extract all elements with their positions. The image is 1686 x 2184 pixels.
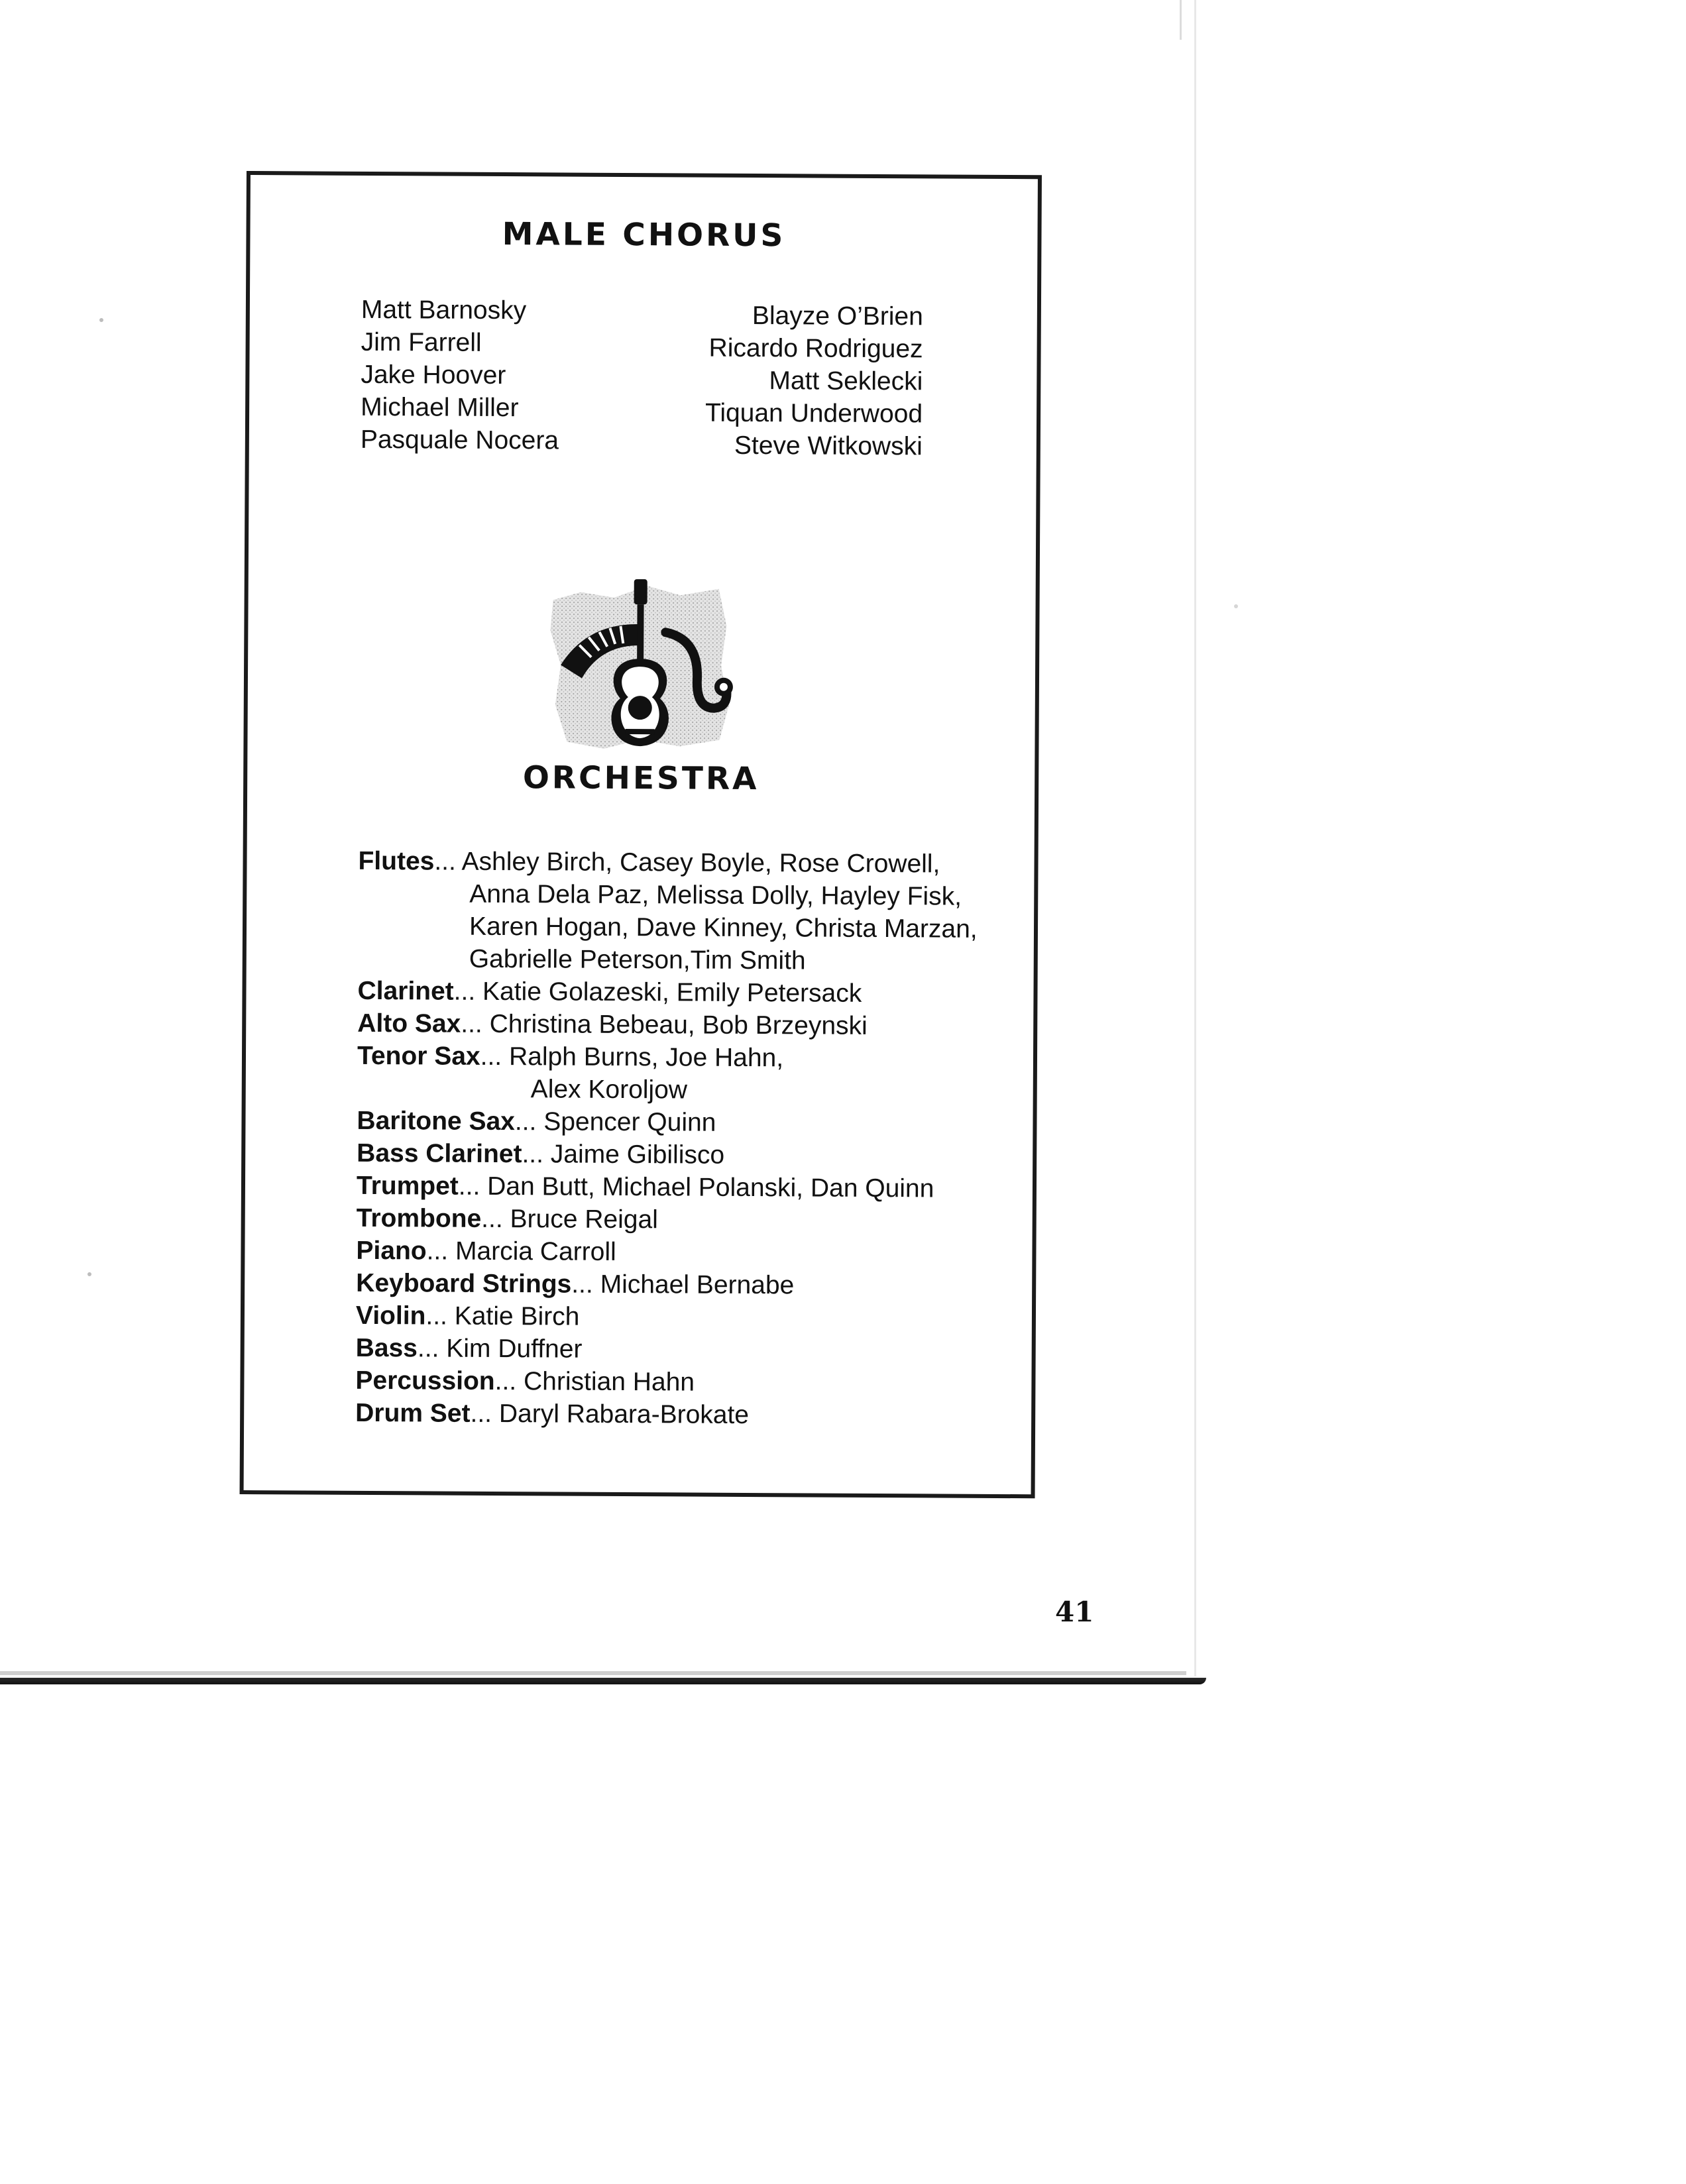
player-names: Marcia Carroll — [455, 1236, 616, 1266]
instrument-label: Trumpet — [356, 1171, 459, 1201]
orchestra-section — [356, 1332, 1032, 1368]
player-names: Katie Birch — [454, 1301, 580, 1331]
instrument-separator: ... — [522, 1140, 544, 1169]
instrument-separator: ... — [480, 1042, 502, 1071]
male-chorus-left-column — [361, 294, 559, 457]
orchestra-section — [358, 845, 1034, 881]
orchestra-roster — [355, 845, 1035, 1433]
player-names: Michael Bernabe — [600, 1270, 795, 1300]
scan-speck — [1234, 604, 1238, 608]
instrument-separator: ... — [461, 1009, 482, 1038]
instrument-separator: ... — [458, 1172, 480, 1201]
scan-edge-line — [1194, 0, 1196, 1676]
player-names: Katie Golazeski, Emily Petersack — [482, 977, 862, 1008]
instrument-label: Baritone Sax — [357, 1106, 516, 1136]
chorus-name: Jake Hoover — [361, 360, 506, 390]
chorus-name: Pasquale Nocera — [360, 425, 559, 455]
scan-speck — [87, 1272, 91, 1276]
chorus-name: Jim Farrell — [361, 327, 482, 357]
male-chorus-heading: MALE CHORUS — [502, 216, 786, 254]
player-names-continued: Gabrielle Peterson,Tim Smith — [469, 944, 806, 975]
male-chorus-right-column — [705, 300, 923, 463]
player-names-continued: Karen Hogan, Dave Kinney, Christa Marzan, — [469, 912, 978, 944]
chorus-name: Tiquan Underwood — [704, 398, 923, 429]
instrument-label: Tenor Sax — [357, 1041, 480, 1071]
instrument-label: Trombone — [356, 1203, 482, 1233]
orchestra-section — [355, 1397, 1031, 1433]
page-number: 41 — [1055, 1596, 1094, 1628]
scan-edge-line — [1180, 0, 1182, 40]
player-names: Daryl Rabara-Brokate — [498, 1399, 750, 1429]
guitar-music-emblem-icon — [540, 565, 740, 765]
orchestra-section — [357, 975, 1033, 1010]
chorus-name: Matt Barnosky — [361, 295, 527, 325]
instrument-label: Drum Set — [355, 1398, 471, 1428]
orchestra-section — [357, 1170, 1033, 1205]
instrument-separator: ... — [571, 1270, 593, 1299]
instrument-separator: ... — [494, 1366, 517, 1396]
page-edge-shadow — [0, 1671, 1186, 1675]
instrument-label: Keyboard Strings — [356, 1268, 572, 1299]
player-names: Christina Bebeau, Bob Brzeynski — [489, 1009, 868, 1040]
instrument-separator: ... — [514, 1107, 537, 1136]
orchestra-section — [356, 1267, 1032, 1303]
orchestra-section — [357, 1202, 1033, 1238]
orchestra-section — [356, 1234, 1032, 1270]
player-names: Bruce Reigal — [510, 1205, 658, 1234]
player-names: Christian Hahn — [523, 1367, 695, 1397]
chorus-name: Blayze O’Brien — [752, 301, 923, 331]
scan-speck — [99, 318, 103, 322]
instrument-separator: ... — [453, 977, 476, 1006]
player-names: Dan Butt, Michael Polanski, Dan Quinn — [487, 1172, 934, 1203]
player-names: Kim Duffner — [446, 1334, 583, 1364]
instrument-label: Bass — [355, 1333, 418, 1363]
program-page-frame — [240, 171, 1042, 1498]
instrument-label: Percussion — [355, 1366, 495, 1395]
player-names-continued: Alex Koroljow — [530, 1075, 688, 1105]
chorus-name: Matt Seklecki — [769, 366, 923, 396]
instrument-separator: ... — [434, 847, 457, 876]
player-names-continued: Anna Dela Paz, Melissa Dolly, Hayley Fisk, — [469, 879, 962, 911]
chorus-name: Steve Witkowski — [734, 431, 923, 461]
player-names: Ralph Burns, Joe Hahn, — [508, 1042, 784, 1073]
orchestra-section — [357, 1007, 1033, 1043]
instrument-separator: ... — [470, 1399, 492, 1428]
chorus-name: Ricardo Rodriguez — [708, 333, 923, 364]
instrument-label: Piano — [356, 1236, 427, 1266]
chorus-name: Michael Miller — [361, 392, 519, 423]
instrument-separator: ... — [417, 1334, 439, 1363]
instrument-label: Flutes — [358, 846, 435, 876]
orchestra-heading: ORCHESTRA — [522, 759, 759, 798]
orchestra-section — [357, 1040, 1033, 1075]
player-names: Ashley Birch, Casey Boyle, Rose Crowell, — [461, 847, 940, 879]
player-names: Jaime Gibilisco — [550, 1140, 725, 1170]
instrument-label: Alto Sax — [357, 1009, 461, 1038]
instrument-separator: ... — [425, 1301, 448, 1331]
instrument-label: Bass Clarinet — [357, 1138, 522, 1169]
instrument-label: Clarinet — [357, 976, 454, 1006]
orchestra-section — [357, 1105, 1033, 1140]
orchestra-section — [355, 1364, 1031, 1400]
instrument-label: Violin — [355, 1301, 426, 1331]
instrument-separator: ... — [481, 1204, 503, 1234]
orchestra-section — [356, 1299, 1032, 1335]
instrument-separator: ... — [426, 1236, 449, 1266]
player-names: Spencer Quinn — [543, 1107, 716, 1137]
page-bottom-edge — [0, 1678, 1206, 1684]
orchestra-section — [357, 1137, 1033, 1173]
